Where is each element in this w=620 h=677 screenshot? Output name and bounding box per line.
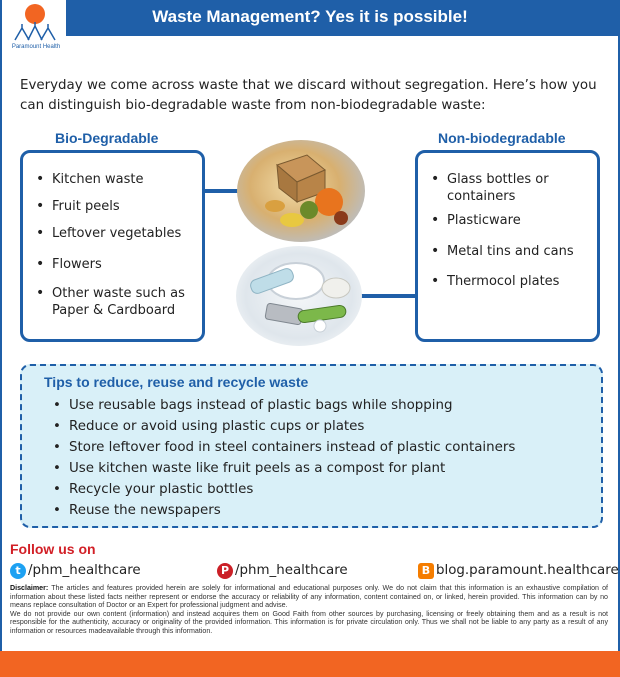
disclaimer-p2: We do not provide our own content (information) and instead acquires them on Good Faith from other sources by purchasing, licensing or freely obtaining them and as a result is not responsible for the authenticity, accuracy or originality of the provided information. This information is for private circulation only. Thus we shall not be liable to any party as a result of any information or resources madeavailable through this information. [10, 609, 608, 635]
bio-item: • Fruit peels [52, 198, 120, 215]
tips-box [20, 364, 603, 528]
logo [2, 0, 66, 58]
follow-title: Follow us on [10, 541, 96, 557]
logo-text: Paramount Health [11, 44, 61, 50]
tip-item: • Use kitchen waste like fruit peels as a compost for plant [69, 461, 445, 476]
footer-bar [0, 651, 620, 677]
biodegradable-waste-image [237, 140, 365, 242]
disclaimer-p1: The articles and features provided herein are solely for informational and educational purposes only. We do not claim that this information is an exhaustive compilation of information about these listed facts neither represent or endorse the accuracy or reliability of any information, content contained on, or linked, herein provided. This information can by no means replace consultation of Doctor or an Expert for professional judgment and advise. [10, 584, 608, 610]
tip-item: • Recycle your plastic bottles [69, 482, 253, 497]
tip-item: • Reuse the newspapers [69, 503, 221, 518]
bio-item: • Kitchen waste [52, 171, 143, 188]
twitter-link[interactable] [10, 563, 190, 581]
logo-figures-icon [10, 22, 60, 42]
blogger-icon: B [418, 563, 434, 579]
logo-sun-icon [25, 4, 45, 24]
blog-url: blog.paramount.healthcare [436, 563, 619, 578]
twitter-icon: t [10, 563, 26, 579]
blog-link[interactable] [418, 563, 619, 581]
tip-item: • Store leftover food in steel containers instead of plastic containers [69, 440, 515, 455]
tip-item: • Use reusable bags instead of plastic bags while shopping [69, 398, 453, 413]
pinterest-icon: P [217, 563, 233, 579]
nonbio-item: • Metal tins and cans [447, 243, 574, 260]
nonbio-item: • Plasticware [447, 212, 521, 229]
tips-title: Tips to reduce, reuse and recycle waste [44, 374, 309, 390]
nonbio-connector [360, 294, 418, 298]
header-bar [0, 0, 620, 36]
twitter-handle: /phm_healthcare [28, 563, 141, 578]
compost-pile-icon [237, 140, 365, 242]
nonbio-item: • Glass bottles or containers [447, 171, 587, 205]
disclaimer [10, 584, 608, 636]
bio-item: • Other waste such as Paper & Cardboard [52, 285, 197, 319]
page-title: Waste Management? Yes it is possible! [152, 7, 468, 26]
tip-item: • Reduce or avoid using plastic cups or plates [69, 419, 364, 434]
plastic-pile-icon [236, 246, 362, 346]
nonbio-title: Non-biodegradable [438, 130, 566, 146]
pinterest-handle: /phm_healthcare [235, 563, 348, 578]
bio-item: • Leftover vegetables [52, 225, 181, 242]
pinterest-link[interactable] [217, 563, 377, 581]
non-biodegradable-waste-image [236, 246, 362, 346]
bio-title: Bio-Degradable [55, 130, 159, 146]
intro-text: Everyday we come across waste that we discard without segregation. Here’s how you can distinguish bio-degradable waste from non-biodegradable waste: [20, 78, 597, 113]
disclaimer-label: Disclaimer: [10, 584, 49, 592]
nonbio-item: • Thermocol plates [447, 273, 559, 290]
bio-item: • Flowers [52, 256, 102, 273]
